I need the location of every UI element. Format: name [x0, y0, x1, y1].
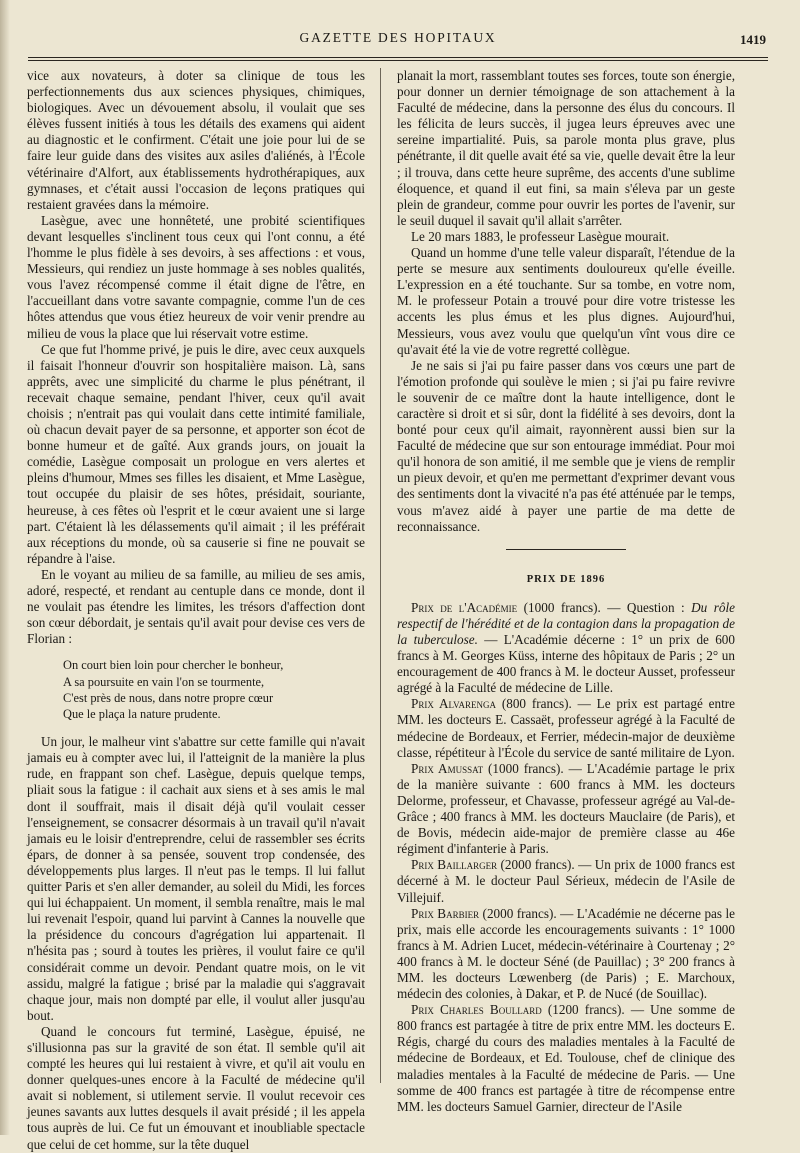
- paragraph: En le voyant au milieu de sa famille, au milieu de ses amis, adoré, respecté, et rendant au centuple dans ce monde, dont il ne voulait pas étendre les limites, les trésors d'affection dont son cœur débordait, je sentais qu'il avait pour devise ces vers de Florian :: [27, 566, 365, 647]
- prize-name: Prix Barbier: [411, 905, 480, 921]
- verse-line: Que le plaça la nature prudente.: [63, 706, 221, 721]
- paragraph: Le 20 mars 1883, le professeur Lasègue mourait.: [411, 228, 670, 244]
- verse-line: C'est près de nous, dans notre propre cœur: [63, 690, 274, 705]
- paragraph: vice aux novateurs, à doter sa clinique de tous les perfectionnements dus aux sciences physiques, chimiques, biologiques. Avec un dévouement absolu, il voulait que ses élèves fussent initiés à tous les détails des examens qui aident au diagnostic et le confirment. C'était une joie pour lui de se faire leur guide dans des visites aux asiles d'aliénés, à l'École vétérinaire d'Alfort, aux établissements hydrothérapiques, aux gymnases, et c'était aussi l'occasion de leçons pratiques qui restaient gravées dans la mémoire.: [27, 68, 365, 212]
- paragraph: Lasègue, avec une honnêteté, une probité scientifiques devant lesquelles s'inclinent tous ceux qui l'ont connu, a été l'homme le plus fidèle à ses devoirs, à ses affections : et vous, Messieurs, qui rendiez un juste hommage à ses nobles qualités, vous l'avez récompensé comme il était digne de l'être, en l'accueillant dans votre savante compagnie, comme l'un de ces hôtes attendus que vous étiez heureux de voir venir prendre au milieu de vous la place que lui réservait votre estime.: [27, 212, 365, 341]
- verse-line: On court bien loin pour chercher le bonheur,: [63, 658, 284, 673]
- paragraph: Quand le concours fut terminé, Lasègue, épuisé, ne s'illusionna pas sur la gravité de son état. Il semble qu'il ait compté les heures qui lui restaient à vivre, et qu'il ait voulu en donner quelques-unes encore à la Faculté de médecine qu'il avait si noblement, si utilement servie. Il voulut recevoir ces jeunes savants aux luttes desquels il avait présidé ; il les appela tous auprès de lui. Ce fut un émouvant et inoubliable spectacle que celui de cet homme, sur la tête duquel: [27, 1023, 365, 1152]
- section-title: PRIX DE 1896: [526, 573, 606, 585]
- page-header: [28, 26, 768, 46]
- section-separator: [506, 549, 626, 550]
- prize-text: — L'Académie décerne : 1° un prix de 600 francs à M. Georges Küss, interne des hôpitaux de Paris ; 2° un encouragement de 400 francs à M. le docteur Ausset, professeur agrégé à la Faculté de médecine de Lille.: [397, 632, 735, 696]
- paragraph: planait la mort, rassemblant toutes ses forces, toute son énergie, pour donner un dernier témoignage de son attachement à la Faculté de médecine, dans la personne des élus du concours. Il les félicita de leurs succès, il jugea leurs épreuves avec une sereine impartialité. Puis, sa parole monta plus grave, plus pénétrante, il dit quelle avait été sa vie, quelle devait être la leur ; il trouva, dans cette heure suprême, des accents d'une sublime éloquence, et quand il eut fini, sa main s'éleva par un geste plein de grandeur, comme pour ouvrir les portes de l'avenir, sur le seuil duquel il savait qu'il allait s'arrêter.: [397, 68, 735, 228]
- paragraph: Je ne sais si j'ai pu faire passer dans vos cœurs une part de l'émotion profonde qui soulève le mien ; si j'ai pu faire revivre le souvenir de ce maître dont la haute intelligence, dont le caractère si droit et si sûr, dont la fidélité à ses devoirs, dont la bonté pour ceux qu'il aimait, rayonnèrent aussi bien sur la Faculté de médecine que sur son entourage immédiat. Pour moi qu'il honora de son amitié, il me semble que je viens de remplir un pieux devoir, et qu'en me permettant d'exprimer devant vous des sentiments dont la vivacité n'a pas été atténuée par le temps, vous m'avez aidé à payer une partie de ma dette de reconnaissance.: [397, 357, 735, 534]
- prize-text: (800 francs). — Le prix est partagé entre MM. les docteurs E. Cassaët, professeur agrégé à la Faculté de médecine de Bordeaux, et Ferrier, médecin-major de deuxième classe, répétiteur à l'École du service de santé militaire de Lyon.: [397, 696, 736, 760]
- verse-line: A sa poursuite en vain l'on se tourmente,: [63, 674, 265, 689]
- prize-entry: [397, 600, 735, 697]
- page-number: 1419: [740, 32, 766, 47]
- prize-name: Prix Amussat: [411, 760, 484, 776]
- prize-entry: [397, 857, 735, 905]
- column-divider: [380, 68, 381, 1083]
- prize-text: (1000 francs). — L'Académie partage le prix de la manière suivante : 600 francs à MM. les docteurs Delorme, professeur, et Chavasse, professeur agrégé au Val-de-Grâce ; 400 francs à MM. les docteurs Mauclaire (de Paris), et de Bovis, médecin aide-major de première classe au 46e régiment d'infanterie à Paris.: [397, 760, 735, 857]
- prize-entry: [397, 761, 735, 858]
- prize-entry: [397, 696, 735, 760]
- journal-title: GAZETTE DES HOPITAUX: [299, 30, 497, 45]
- prize-entry: [397, 906, 735, 1003]
- prize-entry: [397, 1002, 735, 1115]
- prize-text: (2000 francs). — Un prix de 1000 francs est décerné à M. le docteur Paul Sérieux, médecin de l'Asile de Villejuif.: [397, 857, 736, 905]
- header-rule-bottom: [28, 60, 768, 61]
- paragraph: Un jour, le malheur vint s'abattre sur cette famille qui n'avait jamais eu à compter avec lui, il l'atteignit de la manière la plus rude, en frappant son chef. Lasègue, depuis quelque temps, pliait sous la fatigue : il cachait aux siens et à ses amis le mal dont il souffrait, mais il disait déjà qu'il voulait cesser l'enseignement, se consacrer désormais à un travail qu'il n'avait jamais eu le loisir d'entreprendre, celui de rassembler ses écrits épars, de donner à sa pensée, souvent trop condensée, des développements plus larges. Il n'eut pas le temps. Il lui fallut quitter Paris et s'en aller demander, au soleil du Midi, les forces qui lui échappaient. Un moment, il sembla renaître, mais le mal lui revenait l'espoir, quand lui parvint à Cannes la nouvelle que la présidence du concours d'agrégation lui appartenait. Il n'hésita pas ; sourd à toutes les prières, il voulut faire ce qu'il considérait comme un devoir. Pendant quatre mois, on le vit assidu, malgré la fatigue ; brisé par la maladie qui s'aggravait chaque jour, mais non dompté par elle, il voulut aller jusqu'au bout.: [27, 734, 365, 1023]
- prize-name: Prix Baillarger: [411, 857, 498, 873]
- right-column: [397, 68, 735, 1115]
- prize-name: Prix Charles Boullard: [411, 1002, 542, 1018]
- paragraph: Ce que fut l'homme privé, je puis le dire, avec ceux auxquels il faisait l'honneur d'ouvrir son hospitalière maison. Là, sans apprêts, avec une simplicité du charme le plus pénétrant, il recevait chaque semaine, pendant l'hiver, ceux qu'il avait choisis ; n'entrait pas qui voulait dans cette intimité familiale, où chacun devait payer de sa personne, et apporter son écot de bonne humeur et de gaîté. Aux grands jours, on jouait la comédie, Lasègue composait un prologue en vers alertes et pleins d'humour, Mmes ses filles les disaient, et Mme Lasègue, tout occupée du plaisir de ses hôtes, présidait, souriante, heureuse, à ces fêtes où l'esprit et le cœur avaient une si large part. C'étaient là les délassements qu'il aimait ; il les préférait aux réceptions du monde, où sa causerie si fine ne pouvait se répandre à l'aise.: [27, 341, 365, 566]
- prize-text: (1200 francs). — Une somme de 800 francs est partagée à titre de prix entre MM. les docteurs E. Régis, chargé du cours des maladies mentales à la Faculté de médecine de Bordeaux, et Ed. Toulouse, chef de clinique des maladies mentales à la Faculté de médecine de Paris. — Une somme de 400 francs est partagée à titre de récompense entre MM. les docteurs Samuel Garnier, directeur de l'Asile: [397, 1002, 735, 1114]
- prize-question: Du rôle respectif de l'hérédité et de la contagion dans la propagation de la tuberculose.: [397, 599, 735, 647]
- prize-text: (2000 francs). — L'Académie ne décerne pas le prix, mais elle accorde les encouragements suivants : 1° 1000 francs à M. Adrien Lucet, médecin-vétérinaire à Courtenay ; 2° 400 francs à M. le docteur Séné (de Pauillac) ; 3° 200 francs à MM. les docteurs Lœwenberg (de Paris) ; E. Marchoux, médecin des colonies, à Dakar, et P. de Nucé (de Souillac).: [397, 905, 735, 1002]
- header-rule-top: [28, 57, 768, 58]
- prize-amount: (1000 francs). — Question :: [517, 599, 692, 615]
- prize-name: Prix de l'Académie: [411, 599, 518, 615]
- page-binding-shadow: [0, 0, 10, 1135]
- left-column: [27, 68, 365, 1153]
- prize-name: Prix Alvarenga: [411, 696, 496, 712]
- paragraph: Quand un homme d'une telle valeur disparaît, l'étendue de la perte se mesure aux sentiments douloureux qu'elle éveille. L'expression en a été touchante. Sur sa tombe, en votre nom, M. le professeur Potain a trouvé pour dire votre tristesse les accents les plus émus et les plus dignes. Aujourd'hui, Messieurs, vous avez voulu que quelqu'un vînt vous dire ce qu'avait été la vie de votre regretté collègue.: [397, 245, 735, 357]
- florian-verse: [63, 657, 365, 722]
